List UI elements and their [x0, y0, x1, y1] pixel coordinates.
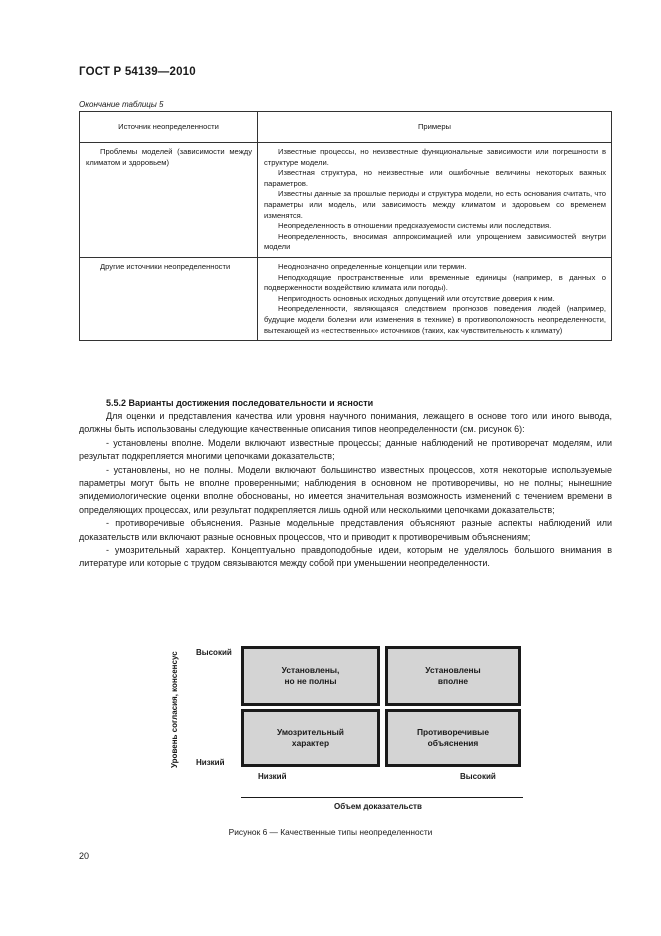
paragraph: - установлены, но не полны. Модели включают большинство известных процессов, хотя некоторые используемые параметры могут быть не вполне проверенными; наблюдения в основном не противоречивы, но не полны; нынешние эпидемиологические оценки вполне обоснованы, но имеется значительная возможность изменений с течением времени в определяющих процессах, или результат подкрепляется лишь одной или несколькими цепочками доказательств;	[79, 464, 612, 515]
page-number: 20	[79, 851, 90, 861]
paragraph: - установлены вполне. Модели включают известные процессы; данные наблюдений не противоречат моделям, или результат подкрепляется многими цепочками доказательств;	[79, 437, 612, 462]
y-axis-label: Уровень согласия, консенсус	[170, 651, 179, 768]
examples-cell	[258, 143, 612, 258]
cell-label: Установлены вполне	[425, 665, 481, 686]
example-text: Неоднозначно определенные концепции или термин.	[278, 261, 467, 271]
example-text: Известные процессы, но неизвестные функциональные зависимости или погрешности в структуре модели.	[264, 147, 606, 167]
source-cell	[80, 257, 258, 340]
cell-label: Противоречивые объяснения	[417, 727, 489, 748]
examples-cell	[258, 257, 612, 340]
column-header-examples: Примеры	[258, 112, 612, 143]
source-cell	[80, 143, 258, 258]
source-text: Проблемы моделей (зависимости между климатом и здоровьем)	[86, 147, 252, 167]
example-text: Известная структура, но неизвестные или ошибочные величины некоторых важных параметров.	[264, 168, 606, 188]
cell-label: Умозрительный характер	[277, 727, 344, 748]
table-caption: Окончание таблицы 5	[79, 100, 164, 109]
example-text: Неопределенность в отношении предсказуемости системы или последствия.	[278, 221, 552, 231]
figure-caption: Рисунок 6 — Качественные типы неопределенности	[228, 827, 433, 837]
document-header: ГОСТ Р 54139—2010	[79, 66, 196, 78]
cell-speculative	[241, 709, 380, 767]
table-row	[80, 257, 612, 340]
paragraph: - умозрительный характер. Концептуально правдоподобные идеи, которым не уделялось большого внимания в литературе или которые с трудом связываются между собой при уменьшении неопределенности.	[79, 545, 612, 569]
example-text: Неопределенность, вносимая аппроксимацией или упрощением зависимостей внутри модели	[264, 231, 606, 252]
section-body	[79, 410, 612, 571]
cell-established-incomplete	[241, 646, 380, 706]
y-axis-low-label: Низкий	[196, 758, 225, 767]
column-header-source: Источник неопределенности	[80, 112, 258, 143]
paragraph: Для оценки и представления качества или уровня научного понимания, лежащего в основе того или иного вывода, должны быть использованы следующие качественные описания типов неопределенности (см. рисунок 6):	[79, 411, 612, 435]
table-header-row	[80, 112, 612, 143]
cell-competing-explanations	[385, 709, 521, 767]
example-text: Непригодность основных исходных допущений или отсутствие доверия к ним.	[278, 293, 555, 303]
source-text: Другие источники неопределенности	[100, 261, 231, 271]
y-axis-high-label: Высокий	[196, 648, 232, 657]
x-axis-high-label: Высокий	[460, 772, 496, 781]
paragraph: - противоречивые объяснения. Разные модельные представления объясняют разные аспекты наблюдений или доказательств или включают разные основных процессов, что и приводит к противоречивым объяснениям;	[79, 518, 612, 542]
example-text: Неподходящие пространственные или временные единицы (например, в данных о подверженности воздействию климата или погоды).	[264, 272, 606, 293]
uncertainty-sources-table	[79, 111, 612, 341]
x-axis-low-label: Низкий	[258, 772, 287, 781]
x-axis-line	[241, 797, 523, 798]
cell-well-established	[385, 646, 521, 706]
x-axis-label: Объем доказательств	[334, 802, 422, 811]
cell-label: Установлены, но не полны	[281, 665, 340, 686]
example-text: Известны данные за прошлые периоды и структура модели, но есть основания считать, что параметры или модель, или зависимость между климатом и здоровьем со временем изменятся.	[264, 189, 606, 220]
section-heading: 5.5.2 Варианты достижения последовательности и ясности	[106, 398, 374, 408]
uncertainty-types-figure	[162, 640, 532, 820]
table-row	[80, 143, 612, 258]
example-text: Неопределенности, являющаяся следствием прогнозов поведения людей (например, будущие модели болезни или изменения в технике) в противоположность неопределенности, вытекающей из «естественных» источников (таких, как чувствительность к климату)	[264, 304, 606, 335]
